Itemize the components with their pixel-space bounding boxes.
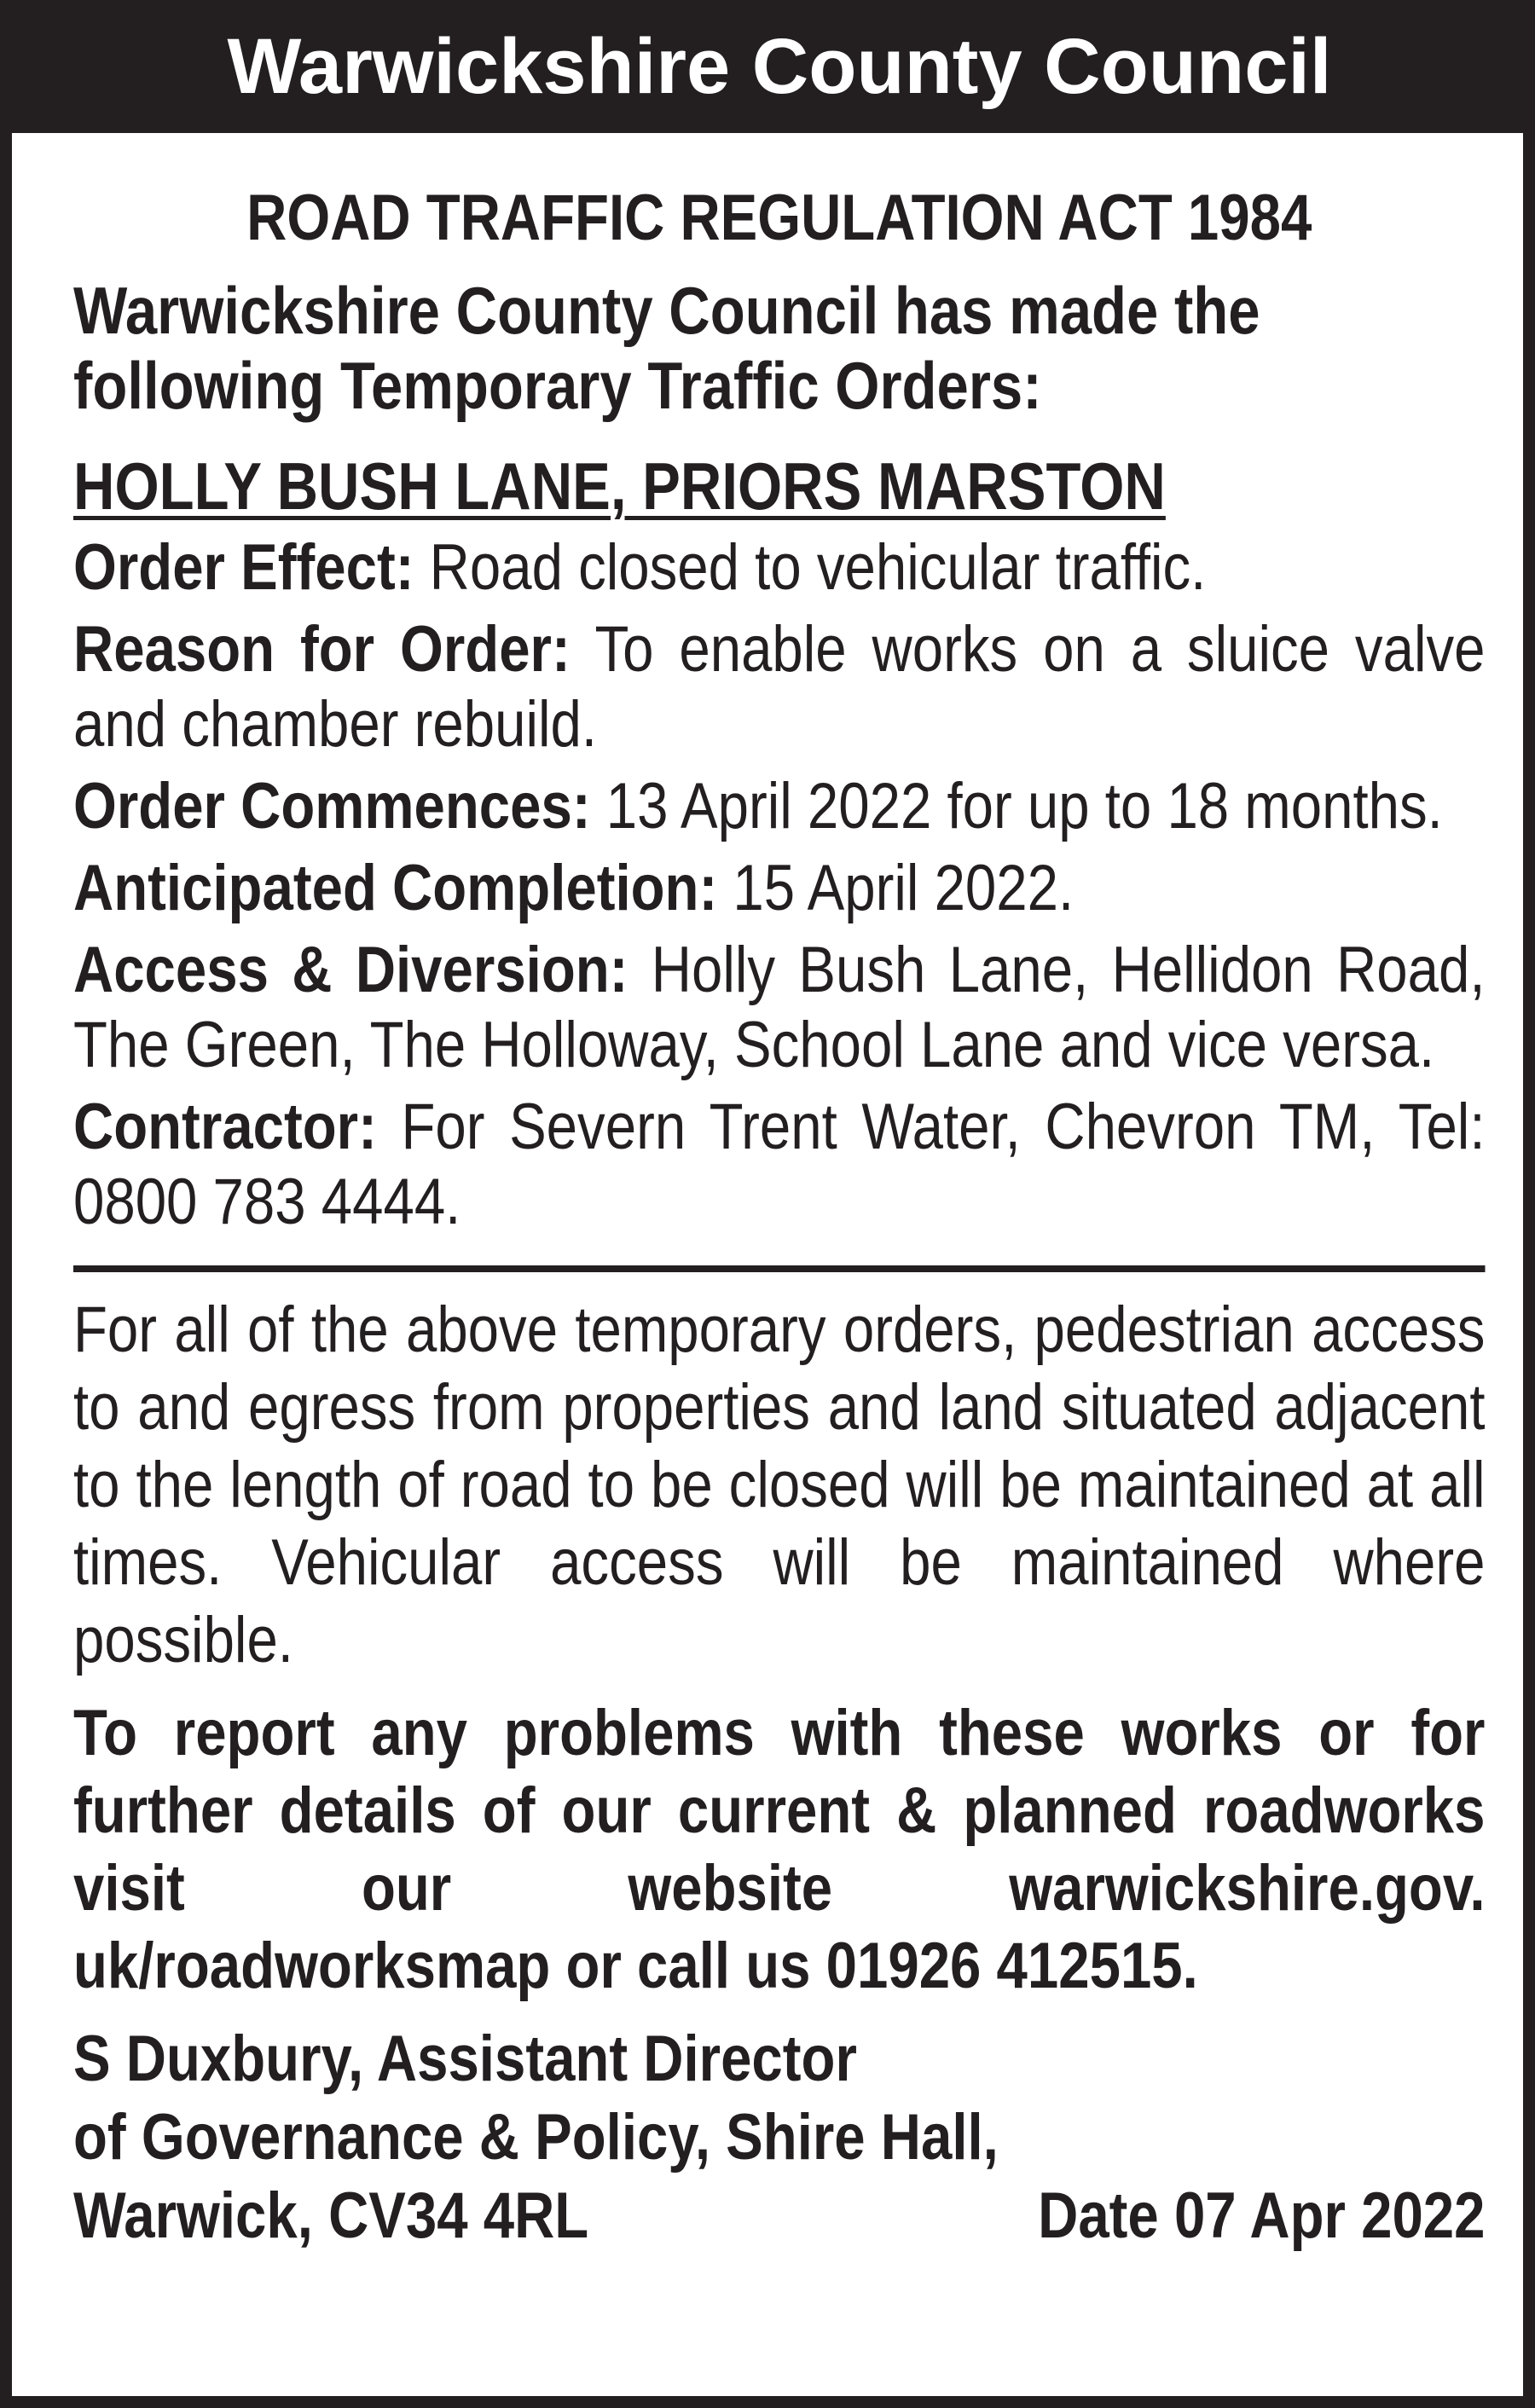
section-divider bbox=[73, 1265, 1486, 1272]
field-value: For Severn Trent Water, Chevron TM, Tel: 0800 783 4444. bbox=[73, 1091, 1486, 1238]
field-value: 13 April 2022 for up to 18 months. bbox=[590, 770, 1443, 842]
field-label: Anticipated Completion: bbox=[73, 852, 718, 924]
signatory-address: Warwick, CV34 4RL bbox=[73, 2179, 589, 2252]
notice-date: Date 07 Apr 2022 bbox=[1038, 2179, 1486, 2252]
field-value: Holly Bush Lane, Hellidon Road, The Green, The Holloway, School Lane and vice versa. bbox=[73, 934, 1486, 1081]
contractor bbox=[73, 1090, 1486, 1240]
anticipated-completion bbox=[73, 851, 1486, 926]
field-label: Access & Diversion: bbox=[73, 934, 628, 1006]
reason-for-order bbox=[73, 612, 1486, 762]
report-problems-note: To report any problems with these works or for further details of our current & planned roadworks visit our website warwickshire.gov. uk/roadworksmap or call us 01926 412515. bbox=[73, 1697, 1486, 2002]
signatory-line: of Governance & Policy, Shire Hall, bbox=[73, 2101, 999, 2174]
order-effect bbox=[73, 530, 1486, 605]
order-commences bbox=[73, 769, 1486, 844]
signatory-line: S Duxbury, Assistant Director bbox=[73, 2023, 857, 2095]
pedestrian-access-note: For all of the above temporary orders, pedestrian access to and egress from properties and land situated adjacent to the length of road to be closed will be maintained at all times. Vehicular access will be maintained where possible. bbox=[73, 1294, 1486, 1676]
field-label: Reason for Order: bbox=[73, 613, 571, 686]
road-name: HOLLY BUSH LANE, PRIORS MARSTON bbox=[73, 449, 1166, 524]
act-title: ROAD TRAFFIC REGULATION ACT 1984 bbox=[246, 182, 1312, 254]
field-label: Order Commences: bbox=[73, 770, 591, 842]
field-label: Order Effect: bbox=[73, 531, 414, 604]
field-value: To enable works on a sluice valve and chamber rebuild. bbox=[73, 613, 1486, 761]
council-banner: Warwickshire County Council bbox=[12, 0, 1535, 133]
signature-block bbox=[73, 2020, 1486, 2255]
signatory-address-row bbox=[73, 2177, 1486, 2255]
notice-body bbox=[73, 179, 1486, 2255]
field-value: 15 April 2022. bbox=[717, 852, 1074, 924]
intro-text: Warwickshire County Council has made the following Temporary Traffic Orders: bbox=[73, 273, 1260, 423]
field-value: Road closed to vehicular traffic. bbox=[414, 531, 1207, 604]
access-diversion bbox=[73, 933, 1486, 1083]
field-label: Contractor: bbox=[73, 1091, 377, 1163]
